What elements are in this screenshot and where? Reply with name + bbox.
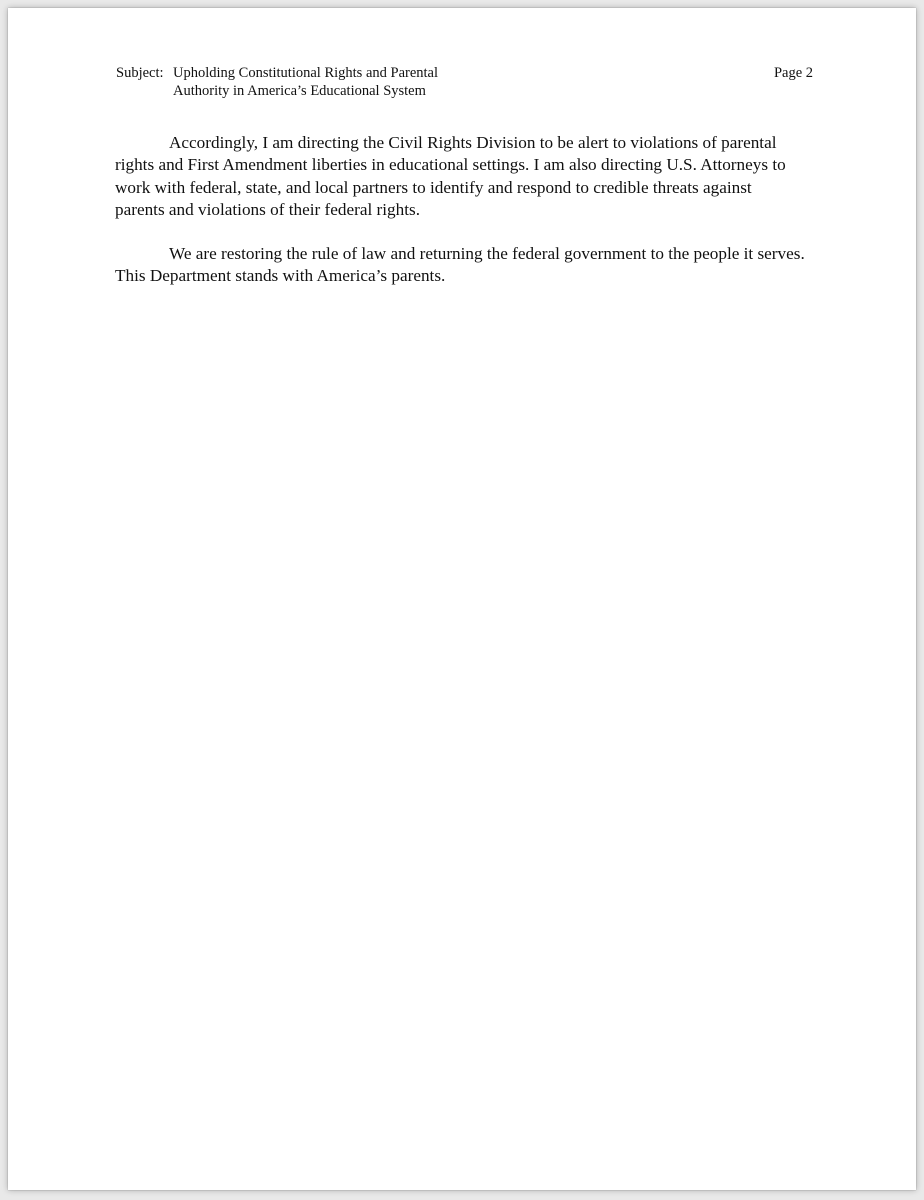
subject-text bbox=[173, 64, 438, 100]
body-paragraph-1: Accordingly, I am directing the Civil Rights Division to be alert to violations of parental rights and First Amendment liberties in educational settings. I am also directing U.S. Attorneys to work with federal, state, and local partners to identify and respond to credible threats against parents and violations of their federal rights. bbox=[115, 133, 786, 219]
document-page bbox=[8, 8, 916, 1190]
memo-body bbox=[115, 132, 805, 310]
subject-line-2: Authority in America’s Educational System bbox=[173, 83, 426, 99]
page-number: Page 2 bbox=[773, 65, 813, 81]
subject-label: Subject: bbox=[116, 65, 164, 81]
body-paragraph-2: We are restoring the rule of law and returning the federal government to the people it serves. This Department stands with America’s parents. bbox=[115, 244, 805, 286]
subject-line-1: Upholding Constitutional Rights and Parental bbox=[173, 65, 439, 81]
